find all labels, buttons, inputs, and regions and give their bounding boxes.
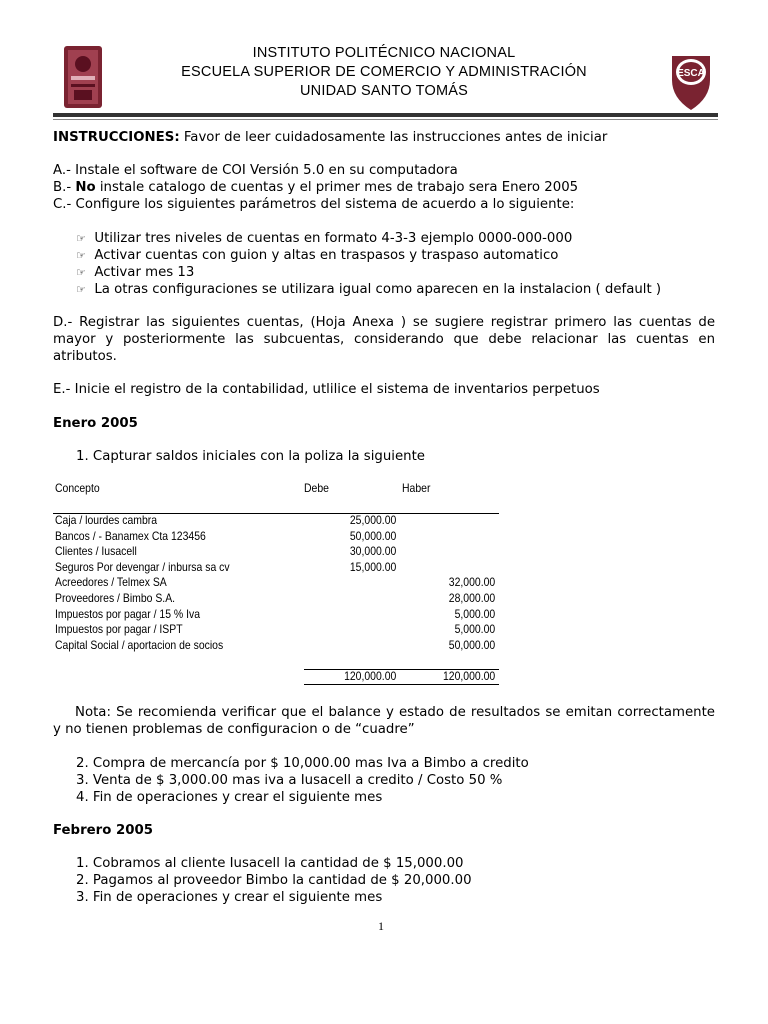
enero-heading: Enero 2005	[53, 416, 138, 431]
table-header-debe: Debe	[304, 482, 329, 495]
instructions-label: INSTRUCCIONES:	[53, 130, 180, 145]
step-a: A.- Instale el software de COI Versión 5.0 en su computadora	[53, 163, 458, 178]
table-row-haber: 5,000.00	[454, 623, 496, 637]
pointing-hand-icon: ☞	[76, 249, 86, 262]
table-row-concepto: Proveedores / Bimbo S.A.	[55, 592, 176, 605]
step-b-prefix: B.-	[53, 180, 76, 195]
enero-item: 3. Venta de $ 3,000.00 mas iva a Iusacell a credito / Costo 50 %	[76, 773, 503, 788]
header-line-3: UNIDAD SANTO TOMÁS	[300, 83, 468, 99]
table-row-concepto: Impuestos por pagar / 15 % Iva	[55, 607, 201, 621]
febrero-item: 1. Cobramos al cliente Iusacell la cantidad de $ 15,000.00	[76, 856, 464, 871]
bullet-item	[76, 281, 661, 298]
table-row-concepto: Impuestos por pagar / ISPT	[55, 623, 183, 637]
step-b	[53, 179, 578, 196]
step-c: C.- Configure los siguientes parámetros del sistema de acuerdo a lo siguiente:	[53, 197, 575, 212]
step-d: D.- Registrar las siguientes cuentas, (Hoja Anexa ) se sugiere registrar primero las cuentas de mayor y posteriormente las subcuentas, considerando que debe relacionar las cuentas en atributos.	[53, 315, 715, 364]
table-total-bottom-rule	[304, 684, 499, 685]
table-header-haber: Haber	[402, 482, 431, 495]
esca-logo-text: ESCA	[677, 68, 705, 79]
table-row-haber: 50,000.00	[448, 638, 496, 652]
bullet-item	[76, 264, 194, 281]
table-row-concepto: Bancos / - Banamex Cta 123456	[55, 529, 206, 543]
table-row-concepto: Clientes / Iusacell	[55, 545, 137, 559]
bullet-text: La otras configuraciones se utilizara igual como aparecen en la instalacion ( default )	[94, 282, 662, 297]
step-e: E.- Inicie el registro de la contabilidad, utlilice el sistema de inventarios perpetuos	[53, 382, 600, 397]
table-row-concepto: Seguros Por devengar / inbursa sa cv	[55, 560, 230, 574]
total-haber: 120,000.00	[442, 670, 496, 683]
febrero-item: 2. Pagamos al proveedor Bimbo la cantidad de $ 20,000.00	[76, 873, 472, 888]
table-row-concepto: Capital Social / aportacion de socios	[55, 638, 224, 652]
nota-paragraph: Nota: Se recomienda verificar que el balance y estado de resultados se emitan correctamente y no tienen problemas de configuracion o de “cuadre”	[53, 705, 715, 737]
table-header-concepto: Concepto	[55, 482, 100, 495]
febrero-item: 3. Fin de operaciones y crear el siguiente mes	[76, 890, 383, 905]
bullet-text: Utilizar tres niveles de cuentas en formato 4-3-3 ejemplo 0000-000-000	[94, 231, 573, 246]
bullet-text: Activar mes 13	[94, 265, 195, 280]
header-rule	[53, 113, 718, 117]
table-row-haber: 5,000.00	[454, 607, 496, 621]
header-rule-thin	[53, 119, 718, 120]
table-row-concepto: Acreedores / Telmex SA	[55, 576, 167, 590]
instructions-line	[53, 129, 607, 146]
enero-item: 2. Compra de mercancía por $ 10,000.00 mas Iva a Bimbo a credito	[76, 756, 529, 771]
pointing-hand-icon: ☞	[76, 266, 86, 279]
page-number: 1	[378, 919, 384, 933]
header-line-2: ESCUELA SUPERIOR DE COMERCIO Y ADMINISTRACIÓN	[181, 64, 587, 80]
enero-item-1: 1. Capturar saldos iniciales con la poliza la siguiente	[76, 449, 425, 464]
header-line-1: INSTITUTO POLITÉCNICO NACIONAL	[252, 45, 516, 61]
enero-item: 4. Fin de operaciones y crear el siguiente mes	[76, 790, 383, 805]
bullet-text: Activar cuentas con guion y altas en traspasos y traspaso automatico	[94, 248, 559, 263]
table-row-debe: 50,000.00	[349, 529, 397, 543]
instructions-text: Favor de leer cuidadosamente las instrucciones antes de iniciar	[179, 130, 608, 145]
table-row-haber: 28,000.00	[448, 592, 496, 605]
step-b-bold: No	[75, 180, 96, 195]
bullet-item	[76, 230, 572, 247]
pointing-hand-icon: ☞	[76, 232, 86, 245]
febrero-heading: Febrero 2005	[53, 823, 153, 838]
table-row-debe: 30,000.00	[349, 545, 397, 559]
bullet-item	[76, 247, 558, 264]
pointing-hand-icon: ☞	[76, 283, 86, 296]
table-row-debe: 15,000.00	[349, 560, 397, 574]
table-row-haber: 32,000.00	[448, 576, 496, 590]
total-debe: 120,000.00	[344, 670, 397, 683]
table-row-concepto: Caja / lourdes cambra	[55, 514, 158, 527]
step-b-rest: instale catalogo de cuentas y el primer mes de trabajo sera Enero 2005	[95, 180, 579, 195]
table-row-debe: 25,000.00	[349, 514, 397, 527]
